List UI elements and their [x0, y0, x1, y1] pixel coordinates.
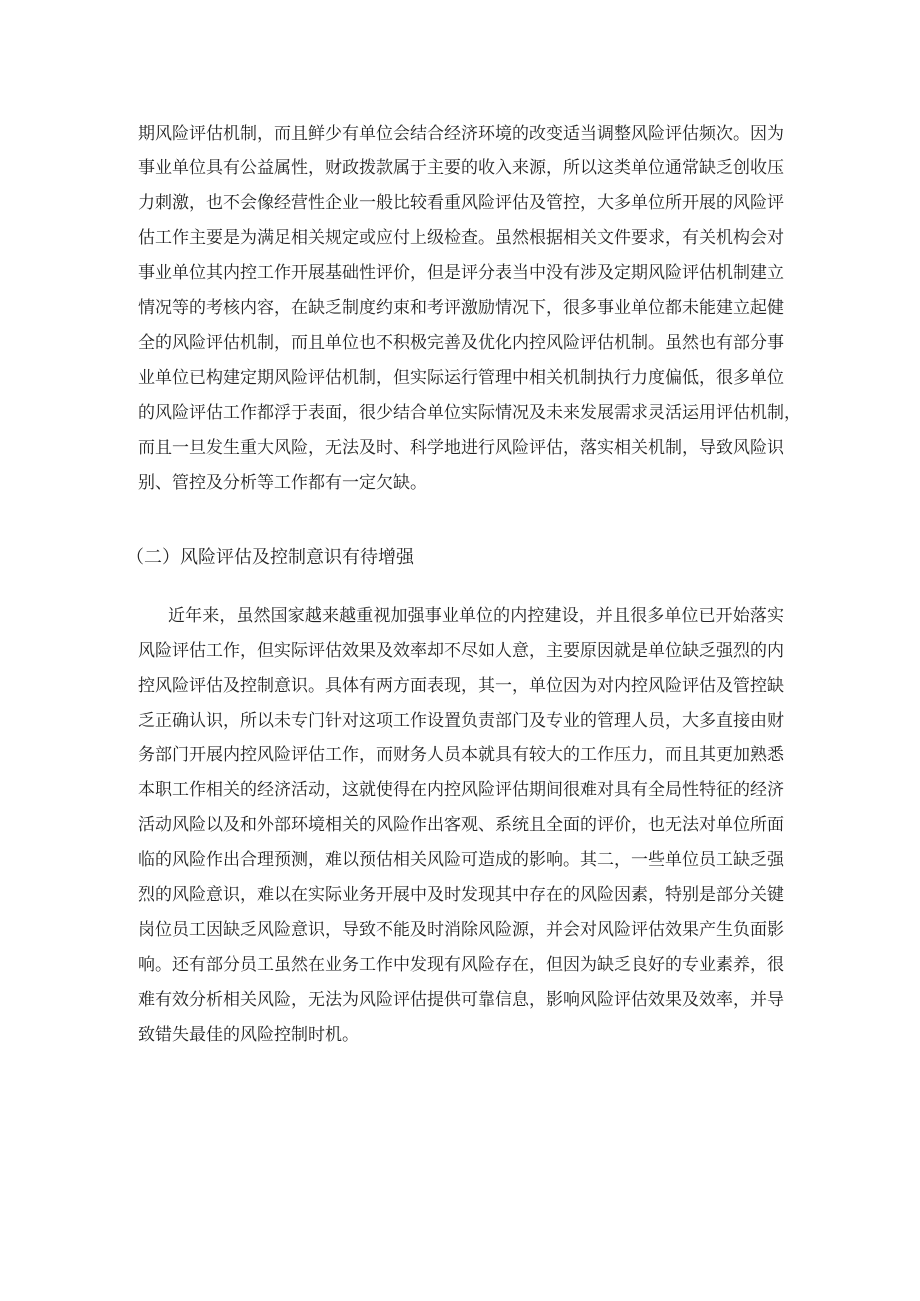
paragraph-line: 事业单位其内控工作开展基础性评价，但是评分表当中没有涉及定期风险评估机制建立: [138, 263, 784, 283]
paragraph-line: 力刺激，也不会像经营性企业一般比较看重风险评估及管控，大多单位所开展的风险评: [138, 193, 784, 213]
paragraph-line: 临的风险作出合理预测，难以预估相关风险可造成的影响。其二，一些单位员工缺乏强: [138, 850, 784, 870]
paragraph-line: 难有效分析相关风险，无法为风险评估提供可靠信息，影响风险评估效果及效率，并导: [138, 990, 784, 1010]
paragraph-line: 本职工作相关的经济活动，这就使得在内控风险评估期间很难对具有全局性特征的经济: [138, 780, 784, 800]
paragraph-line: 活动风险以及和外部环境相关的风险作出客观、系统且全面的评价，也无法对单位所面: [138, 815, 784, 835]
paragraph-line: 风险评估工作，但实际评估效果及效率却不尽如人意，主要原因就是单位缺乏强烈的内: [138, 641, 784, 661]
paragraph-line: 岗位员工因缺乏风险意识，导致不能及时消除风险源，并会对风险评估效果产生负面影: [138, 920, 784, 940]
paragraph-line: 事业单位具有公益属性，财政拨款属于主要的收入来源，所以这类单位通常缺乏创收压: [138, 158, 784, 178]
paragraph-line: 别、管控及分析等工作都有一定欠缺。: [138, 473, 427, 493]
paragraph-line: 情况等的考核内容，在缺乏制度约束和考评激励情况下，很多事业单位都未能建立起健: [138, 298, 784, 318]
paragraph-line: 控风险评估及控制意识。具体有两方面表现，其一，单位因为对内控风险评估及管控缺: [138, 676, 784, 696]
paragraph-line: 而且一旦发生重大风险，无法及时、科学地进行风险评估，落实相关机制，导致风险识: [138, 438, 784, 458]
paragraph-line: 致错失最佳的风险控制时机。: [138, 1025, 359, 1045]
paragraph-line: 响。还有部分员工虽然在业务工作中发现有风险存在，但因为缺乏良好的专业素养，很: [138, 955, 784, 975]
paragraph-line: 乏正确认识，所以未专门针对这项工作设置负责部门及专业的管理人员，大多直接由财: [138, 711, 784, 731]
paragraph-line: 务部门开展内控风险评估工作，而财务人员本就具有较大的工作压力，而且其更加熟悉: [138, 745, 784, 765]
paragraph-line: 的风险评估工作都浮于表面，很少结合单位实际情况及未来发展需求灵活运用评估机制，: [138, 403, 801, 423]
paragraph-line: 估工作主要是为满足相关规定或应付上级检查。虽然根据相关文件要求，有关机构会对: [138, 228, 784, 248]
paragraph-line: 烈的风险意识，难以在实际业务开展中及时发现其中存在的风险因素，特别是部分关键: [138, 885, 784, 905]
paragraph-line: 业单位已构建定期风险评估机制，但实际运行管理中相关机制执行力度偏低，很多单位: [138, 368, 784, 388]
paragraph-first-line: 近年来，虽然国家越来越重视加强事业单位的内控建设，并且很多单位已开始落实: [168, 606, 784, 626]
section-heading: （二）风险评估及控制意识有待增强: [126, 547, 414, 568]
paragraph-line: 全的风险评估机制，而且单位也不积极完善及优化内控风险评估机制。虽然也有部分事: [138, 333, 784, 353]
paragraph-line: 期风险评估机制，而且鲜少有单位会结合经济环境的改变适当调整风险评估频次。因为: [138, 124, 784, 144]
